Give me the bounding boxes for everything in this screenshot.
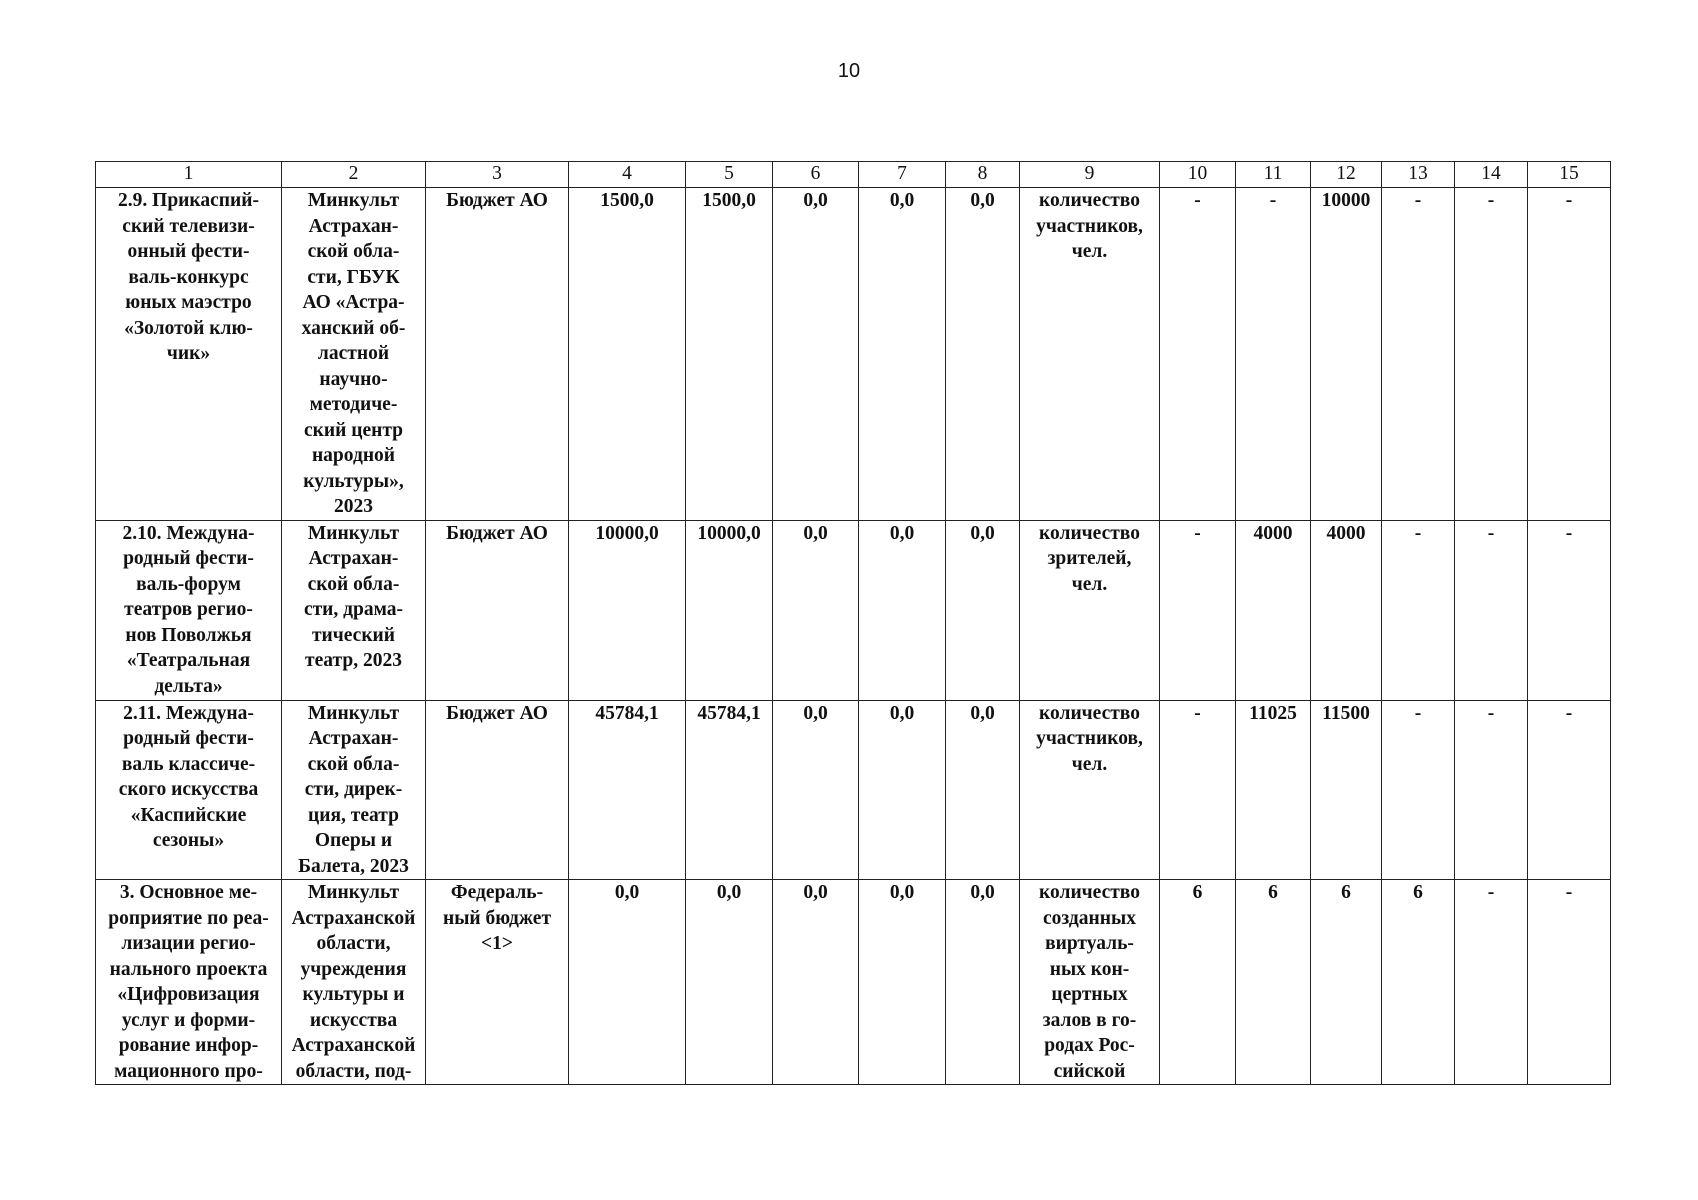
funding-source-cell: Бюджет АО — [426, 188, 569, 521]
indicator-cell: количество участников, чел. — [1020, 188, 1160, 521]
value-cell: - — [1455, 700, 1528, 880]
value-cell: 6 — [1236, 880, 1311, 1085]
value-cell: - — [1528, 188, 1611, 521]
indicator-cell: количество созданных виртуаль- ных кон- цертных залов в го- родах Рос- сийской — [1020, 880, 1160, 1085]
funding-source-cell: Федераль- ный бюджет <1> — [426, 880, 569, 1085]
value-cell: - — [1455, 188, 1528, 521]
value-cell: - — [1160, 188, 1236, 521]
value-cell: - — [1528, 520, 1611, 700]
value-cell: - — [1528, 880, 1611, 1085]
column-header: 1 — [96, 162, 282, 188]
funding-source-cell: Бюджет АО — [426, 700, 569, 880]
value-cell: 0,0 — [569, 880, 686, 1085]
table-row — [96, 188, 1611, 521]
event-name-cell: 2.9. Прикаспий- ский телевизи- онный фести- валь-конкурс юных маэстро «Золотой клю- чик» — [96, 188, 282, 521]
value-cell: 0,0 — [773, 700, 859, 880]
column-header: 11 — [1236, 162, 1311, 188]
funding-source-cell: Бюджет АО — [426, 520, 569, 700]
program-table — [95, 161, 1611, 1085]
value-cell: 10000,0 — [686, 520, 773, 700]
value-cell: 0,0 — [859, 700, 946, 880]
value-cell: - — [1160, 520, 1236, 700]
value-cell: 4000 — [1236, 520, 1311, 700]
value-cell: - — [1382, 520, 1455, 700]
column-header: 14 — [1455, 162, 1528, 188]
indicator-cell: количество зрителей, чел. — [1020, 520, 1160, 700]
value-cell: 10000 — [1311, 188, 1382, 521]
column-header: 5 — [686, 162, 773, 188]
value-cell: 0,0 — [859, 520, 946, 700]
executor-cell: Минкульт Астрахан- ской обла- сти, драма- тический театр, 2023 — [282, 520, 426, 700]
column-header: 2 — [282, 162, 426, 188]
value-cell: 0,0 — [773, 520, 859, 700]
value-cell: 0,0 — [686, 880, 773, 1085]
value-cell: 0,0 — [859, 188, 946, 521]
indicator-cell: количество участников, чел. — [1020, 700, 1160, 880]
value-cell: - — [1455, 520, 1528, 700]
executor-cell: Минкульт Астрахан- ской обла- сти, ГБУК АО «Астра- ханский об- ластной научно- методиче- ский центр народной культуры», 2023 — [282, 188, 426, 521]
column-header: 12 — [1311, 162, 1382, 188]
table-row — [96, 880, 1611, 1085]
value-cell: - — [1160, 700, 1236, 880]
value-cell: 6 — [1382, 880, 1455, 1085]
value-cell: 11025 — [1236, 700, 1311, 880]
column-header: 3 — [426, 162, 569, 188]
column-header: 10 — [1160, 162, 1236, 188]
value-cell: 4000 — [1311, 520, 1382, 700]
value-cell: 0,0 — [946, 188, 1020, 521]
value-cell: - — [1236, 188, 1311, 521]
value-cell: 0,0 — [946, 520, 1020, 700]
value-cell: 1500,0 — [569, 188, 686, 521]
value-cell: 0,0 — [859, 880, 946, 1085]
event-name-cell: 3. Основное ме- роприятие по реа- лизации регио- нального проекта «Цифровизация услуг и форми- рование инфор- мационного про- — [96, 880, 282, 1085]
page-number: 10 — [837, 60, 861, 82]
value-cell: 45784,1 — [569, 700, 686, 880]
event-name-cell: 2.10. Междуна- родный фести- валь-форум театров регио- нов Поволжья «Театральная дельта» — [96, 520, 282, 700]
value-cell: 10000,0 — [569, 520, 686, 700]
executor-cell: Минкульт Астраханской области, учреждения культуры и искусства Астраханской области, под- — [282, 880, 426, 1085]
column-number-row — [96, 162, 1611, 188]
value-cell: - — [1382, 700, 1455, 880]
column-header: 15 — [1528, 162, 1611, 188]
value-cell: - — [1455, 880, 1528, 1085]
column-header: 13 — [1382, 162, 1455, 188]
value-cell: 11500 — [1311, 700, 1382, 880]
column-header: 6 — [773, 162, 859, 188]
column-header: 8 — [946, 162, 1020, 188]
value-cell: - — [1528, 700, 1611, 880]
value-cell: 6 — [1311, 880, 1382, 1085]
executor-cell: Минкульт Астрахан- ской обла- сти, дирек- ция, театр Оперы и Балета, 2023 — [282, 700, 426, 880]
value-cell: 0,0 — [773, 880, 859, 1085]
table-row — [96, 700, 1611, 880]
column-header: 7 — [859, 162, 946, 188]
value-cell: - — [1382, 188, 1455, 521]
column-header: 9 — [1020, 162, 1160, 188]
value-cell: 45784,1 — [686, 700, 773, 880]
event-name-cell: 2.11. Междуна- родный фести- валь классиче- ского искусства «Каспийские сезоны» — [96, 700, 282, 880]
value-cell: 0,0 — [946, 700, 1020, 880]
table-row — [96, 520, 1611, 700]
column-header: 4 — [569, 162, 686, 188]
value-cell: 6 — [1160, 880, 1236, 1085]
value-cell: 0,0 — [773, 188, 859, 521]
value-cell: 1500,0 — [686, 188, 773, 521]
value-cell: 0,0 — [946, 880, 1020, 1085]
